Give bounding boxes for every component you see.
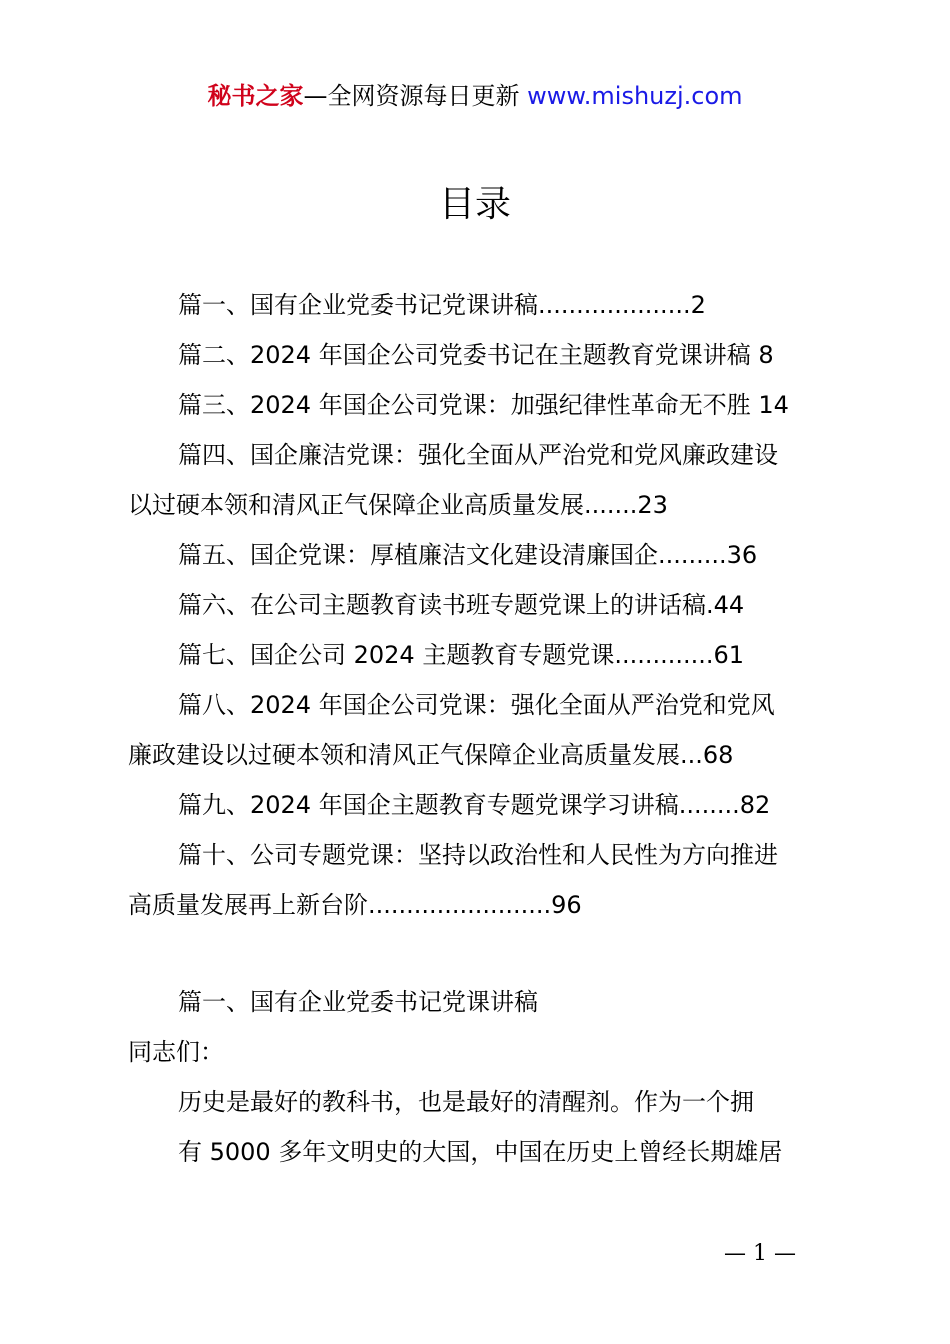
table-of-contents: [128, 280, 838, 930]
toc-entry-4-cont[interactable]: 以过硬本领和清风正气保障企业高质量发展.......23: [128, 491, 668, 519]
toc-entry-9[interactable]: 篇九、2024 年国企主题教育专题党课学习讲稿........82: [178, 791, 771, 819]
banner-slogan: —全网资源每日更新: [303, 82, 528, 110]
toc-entry-8-cont[interactable]: 廉政建设以过硬本领和清风正气保障企业高质量发展...68: [128, 741, 734, 769]
toc-entry-3[interactable]: 篇三、2024 年国企公司党课：加强纪律性革命无不胜 14: [178, 391, 789, 419]
toc-entry-7[interactable]: 篇七、国企公司 2024 主题教育专题党课.............61: [178, 641, 745, 669]
toc-entry-1[interactable]: 篇一、国有企业党委书记党课讲稿....................2: [178, 291, 706, 319]
toc-entry-8[interactable]: 篇八、2024 年国企公司党课：强化全面从严治党和党风: [178, 691, 775, 719]
site-banner: [0, 80, 950, 112]
paragraph-line-2: 有 5000 多年文明史的大国，中国在历史上曾经长期雄居: [178, 1138, 783, 1166]
toc-entry-10-cont[interactable]: 高质量发展再上新台阶........................96: [128, 891, 582, 919]
toc-entry-4[interactable]: 篇四、国企廉洁党课：强化全面从严治党和党风廉政建设: [178, 441, 778, 469]
section-heading: 篇一、国有企业党委书记党课讲稿: [178, 988, 538, 1016]
paragraph-line-1: 历史是最好的教科书，也是最好的清醒剂。作为一个拥: [178, 1088, 754, 1116]
toc-entry-2[interactable]: 篇二、2024 年国企公司党委书记在主题教育党课讲稿 8: [178, 341, 774, 369]
document-body: [128, 977, 838, 1177]
salutation: 同志们：: [128, 1038, 224, 1066]
brand-name: 秘书之家: [207, 82, 304, 110]
toc-entry-5[interactable]: 篇五、国企党课：厚植廉洁文化建设清廉国企.........36: [178, 541, 758, 569]
toc-title: 目录: [438, 184, 511, 225]
toc-entry-6[interactable]: 篇六、在公司主题教育读书班专题党课上的讲话稿.44: [178, 591, 745, 619]
toc-entry-10[interactable]: 篇十、公司专题党课：坚持以政治性和人民性为方向推进: [178, 841, 778, 869]
page-number: — 1 —: [724, 1241, 796, 1266]
banner-url[interactable]: www.mishuzj.com: [527, 82, 743, 110]
